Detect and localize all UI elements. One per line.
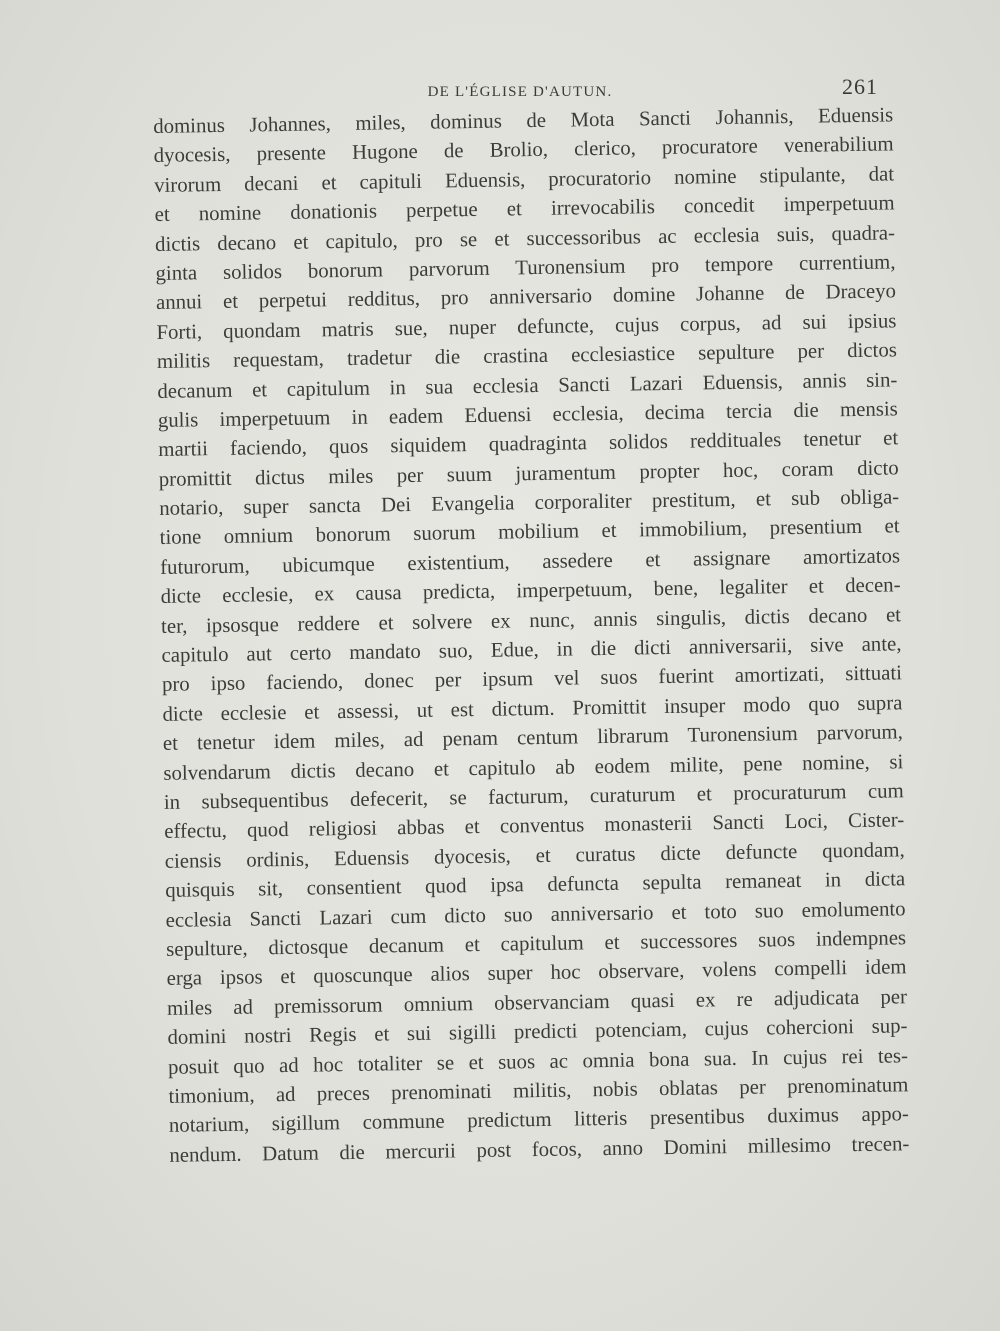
- text-line: notarium, sigillum commune predictum litteris presentibus duximus appo-: [168, 1102, 910, 1138]
- text-line: pro ipso faciendo, donec per ipsum vel suos fuerint amortizati, sittuati: [161, 661, 903, 697]
- text-line: notario, super sancta Dei Evangelia corporaliter prestitum, et sub obliga-: [159, 485, 900, 521]
- text-line: quisquis sit, consentient quod ipsa defuncta sepulta remaneat in dicta: [165, 867, 906, 903]
- text-line: nendum. Datum die mercurii post focos, anno Domini millesimo trecen-: [169, 1131, 910, 1167]
- text-line: dominus Johannes, miles, dominus de Mota Sancti Johannis, Eduensis: [153, 103, 894, 138]
- text-line: et tenetur idem miles, ad penam centum librarum Turonensium parvorum,: [162, 720, 904, 756]
- text-line: ciensis ordinis, Eduensis dyocesis, et curatus dicte defuncte quondam,: [164, 838, 905, 873]
- text-line: ecclesia Sancti Lazari cum dicto suo anniversario et toto suo emolumento: [165, 896, 906, 932]
- text-line: dicte ecclesie et assessi, ut est dictum. Promittit insuper modo quo supra: [162, 691, 903, 726]
- text-line: annui et perpetui redditus, pro anniversario domine Johanne de Draceyo: [155, 279, 897, 315]
- text-line: dictis decano et capitulo, pro se et successoribus ac ecclesia suis, quadra-: [154, 220, 896, 256]
- text-line: virorum decani et capituli Eduensis, procuratorio nomine stipulante, dat: [153, 162, 895, 197]
- body-text: [153, 100, 910, 1170]
- text-line: effectu, quod religiosi abbas et conventus monasterii Sancti Loci, Cister-: [164, 808, 905, 844]
- text-line: ter, ipsosque reddere et solvere ex nunc, annis singulis, dictis decano et: [160, 602, 902, 638]
- running-title: DE L'ÉGLISE D'AUTUN.: [427, 84, 613, 100]
- text-line: timonium, ad preces prenominati militis, nobis oblatas per prenominatum: [168, 1073, 909, 1108]
- text-line: dyocesis, presente Hugone de Brolio, clerico, procuratore venerabilium: [153, 132, 894, 168]
- text-line: et nomine donationis perpetue et irrevocabilis concedit imperpetuum: [154, 191, 895, 227]
- text-line: solvendarum dictis decano et capitulo ab eodem milite, pene nomine, si: [163, 749, 904, 785]
- text-line: posuit quo ad hoc totaliter se et suos ac omnia bona sua. In cujus rei tes-: [167, 1043, 909, 1079]
- text-line: miles ad premissorum omnium observanciam quasi ex re adjudicata per: [166, 984, 908, 1020]
- text-line: militis requestam, tradetur die crastina ecclesiastice sepulture per dictos: [156, 338, 898, 374]
- text-line: dicte ecclesie, ex causa predicta, imperpetuum, bene, legaliter et decen-: [160, 573, 901, 609]
- text-line: capitulo aut certo mandato suo, Edue, in die dicti anniversarii, sive ante,: [161, 632, 902, 667]
- text-line: futurorum, ubicumque existentium, assedere et assignare amortizatos: [159, 544, 901, 579]
- text-line: promittit dictus miles per suum juramentum propter hoc, coram dicto: [158, 456, 899, 491]
- text-line: in subsequentibus defecerit, se facturum, curaturum et procuraturum cum: [163, 779, 904, 814]
- text-line: tione omnium bonorum suorum mobilium et immobilium, presentium et: [159, 514, 900, 550]
- text-line: decanum et capitulum in sua ecclesia Sancti Lazari Eduensis, annis sin-: [157, 367, 898, 403]
- page-number: 261: [842, 74, 878, 99]
- text-line: gulis imperpetuum in eadem Eduensi ecclesia, decima tercia die mensis: [157, 397, 898, 432]
- text-line: sepulture, dictosque decanum et capitulum et successores suos indempnes: [165, 926, 907, 961]
- text-line: Forti, quondam matris sue, nuper defuncte, cujus corpus, ad sui ipsius: [156, 309, 897, 344]
- text-line: ginta solidos bonorum parvorum Turonensium pro tempore currentium,: [155, 250, 896, 285]
- text-line: erga ipsos et quoscunque alios super hoc observare, volens compelli idem: [166, 955, 907, 991]
- text-line: domini nostri Regis et sui sigilli predicti potenciam, cujus cohercioni sup-: [167, 1014, 908, 1049]
- text-line: martii faciendo, quos siquidem quadraginta solidos reddituales tenetur et: [158, 426, 899, 462]
